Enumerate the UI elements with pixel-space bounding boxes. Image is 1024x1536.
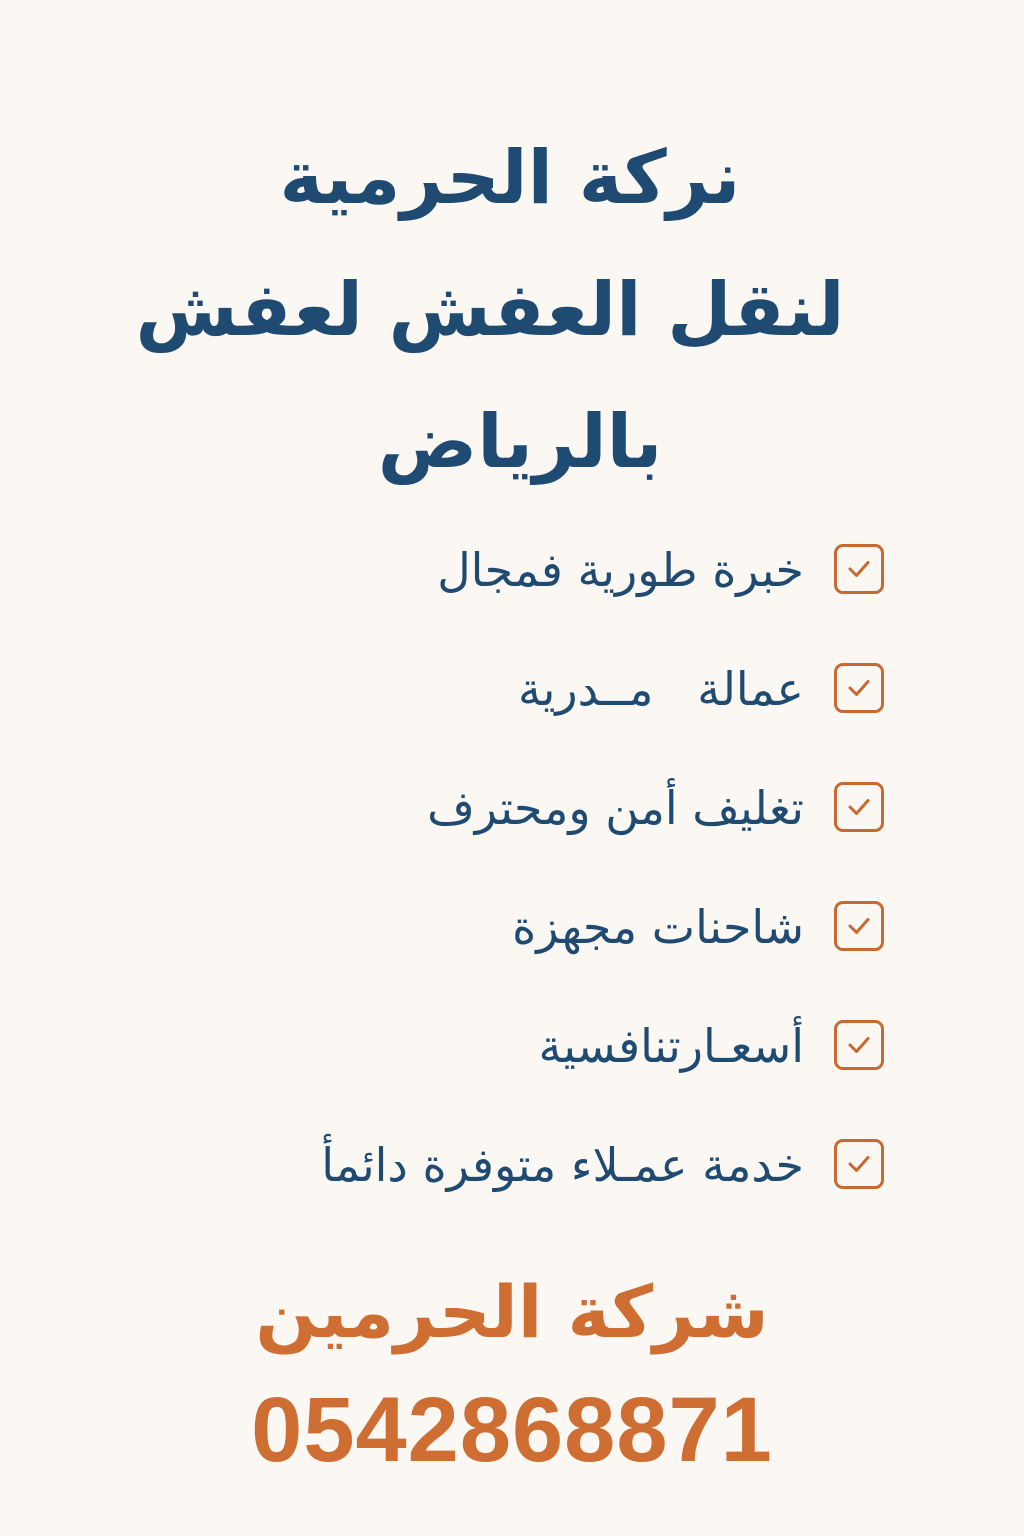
feature-item [124, 897, 884, 1016]
features-list [124, 540, 884, 1254]
feature-item [124, 659, 884, 778]
checkbox-check-icon [834, 901, 884, 951]
checkbox-check-icon [834, 1139, 884, 1189]
checkbox-check-icon [834, 1020, 884, 1070]
feature-text: عمالة مــدرية [517, 662, 804, 716]
contact-footer [0, 1262, 1024, 1490]
headline-line-2: لنقل العفش لعفش [135, 267, 845, 353]
feature-item [124, 778, 884, 897]
headline-line-1: نركة الحرمية [279, 135, 741, 221]
headline [60, 112, 920, 508]
feature-item [124, 1016, 884, 1135]
feature-item [124, 1135, 884, 1254]
feature-text: خبرة طورية فمجال [437, 543, 804, 597]
feature-text: أسعـارتنافسية [538, 1019, 804, 1073]
checkbox-check-icon [834, 663, 884, 713]
feature-item [124, 540, 884, 659]
feature-text: شاحنات مجهزة [512, 900, 804, 954]
feature-text: تغليف أمن ومحترف [427, 781, 804, 835]
checkbox-check-icon [834, 544, 884, 594]
phone-number[interactable]: 0542868871 [251, 1379, 773, 1481]
feature-text: خدمة عمـلاء متوفرة دائمأ [321, 1138, 804, 1192]
headline-line-3: بالرياض [377, 399, 663, 485]
company-name: شركة الحرمين [255, 1270, 769, 1354]
checkbox-check-icon [834, 782, 884, 832]
